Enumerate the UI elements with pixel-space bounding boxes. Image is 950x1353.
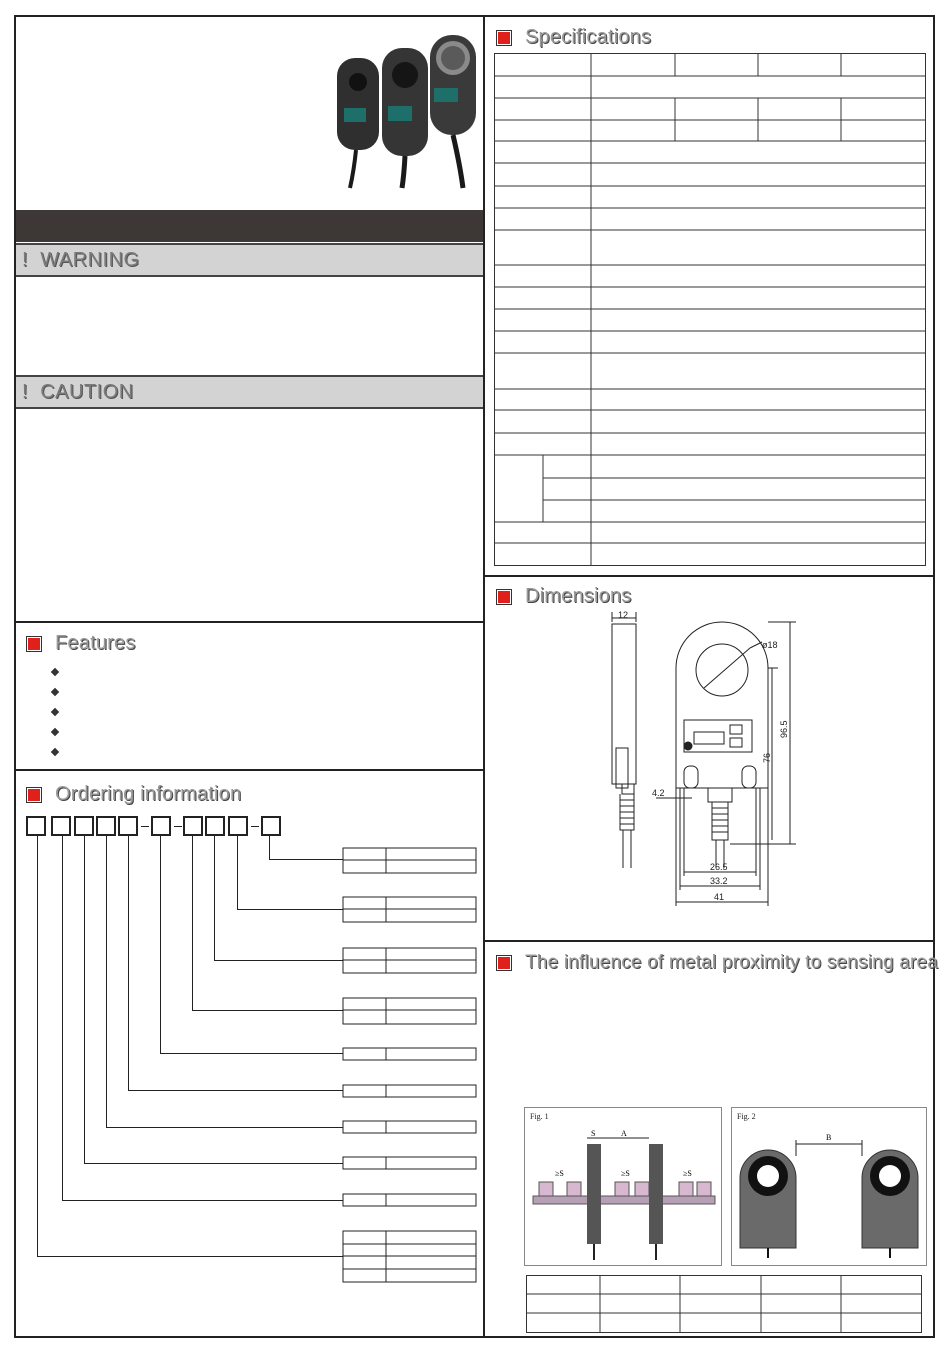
dimension-drawing [600, 608, 810, 913]
title-band [16, 210, 483, 242]
product-photo [330, 30, 480, 190]
dim-w2: 33.2 [710, 876, 728, 886]
fig1-ge-s-1: ≥S [555, 1169, 564, 1178]
section-marker-icon [26, 636, 42, 652]
code-box-3 [74, 816, 94, 836]
column-divider [483, 15, 485, 1338]
metal-title: The influence of metal proximity to sensing area [525, 952, 939, 973]
caution-title: ! CAUTION [22, 381, 134, 403]
dimensions-title: Dimensions [525, 585, 632, 607]
code-box-10 [261, 816, 281, 836]
specifications-header [496, 26, 651, 49]
section-marker-icon [496, 30, 512, 46]
metal-header [496, 952, 938, 974]
dim-offset: 4.2 [652, 788, 665, 798]
fig1-s: S [591, 1129, 596, 1138]
fig1-ge-s-3: ≥S [683, 1169, 692, 1178]
code-box-6 [151, 816, 171, 836]
fig1-sensor-right [649, 1144, 663, 1244]
figure-2 [731, 1107, 927, 1266]
features-title: Features [55, 632, 136, 654]
dim-w3: 41 [714, 892, 725, 902]
sensor-small [337, 58, 379, 188]
code-dash-3 [251, 826, 259, 827]
dim-width-side: 12 [618, 610, 629, 620]
divider-features-ordering [16, 769, 483, 771]
ordering-title: Ordering information [55, 783, 242, 805]
figure-1 [524, 1107, 722, 1266]
sensing-hole [696, 644, 748, 696]
section-marker-icon [496, 589, 512, 605]
ordering-header [26, 783, 241, 806]
code-box-9 [228, 816, 248, 836]
fig1-ge-s-2: ≥S [621, 1169, 630, 1178]
caution-band [16, 375, 483, 409]
divider-dimensions-metal [485, 940, 935, 942]
code-dash-2 [174, 826, 182, 827]
dimensions-header [496, 585, 631, 608]
dim-height-body: 76 [762, 752, 772, 763]
dim-w1: 26.5 [710, 862, 728, 872]
front-view-body [676, 622, 768, 788]
fig2-b: B [826, 1133, 832, 1142]
code-box-2 [51, 816, 71, 836]
metal-proximity-table [526, 1275, 924, 1335]
code-box-8 [205, 816, 225, 836]
ordering-option-tables [342, 846, 480, 1286]
code-box-4 [96, 816, 116, 836]
warning-band [16, 243, 483, 277]
specifications-title: Specifications [525, 26, 652, 48]
code-box-7 [183, 816, 203, 836]
fig2-label: Fig. 2 [737, 1112, 756, 1121]
features-header [26, 632, 136, 655]
divider-specs-dimensions [485, 575, 935, 577]
fig1-a: A [621, 1129, 627, 1138]
code-box-5 [118, 816, 138, 836]
dim-height-total: 96.5 [779, 720, 789, 738]
fig1-sensor-left [587, 1144, 601, 1244]
warning-title: ! WARNING [22, 249, 140, 271]
section-marker-icon [26, 787, 42, 803]
divider-caution-features [16, 621, 483, 623]
code-box-1 [26, 816, 46, 836]
section-marker-icon [496, 955, 512, 971]
sensor-medium [382, 48, 428, 188]
sensor-large [430, 35, 476, 188]
code-dash-1 [141, 826, 149, 827]
specifications-table [494, 53, 927, 567]
fig1-label: Fig. 1 [530, 1112, 549, 1121]
dim-hole-diameter: ø18 [762, 640, 778, 650]
